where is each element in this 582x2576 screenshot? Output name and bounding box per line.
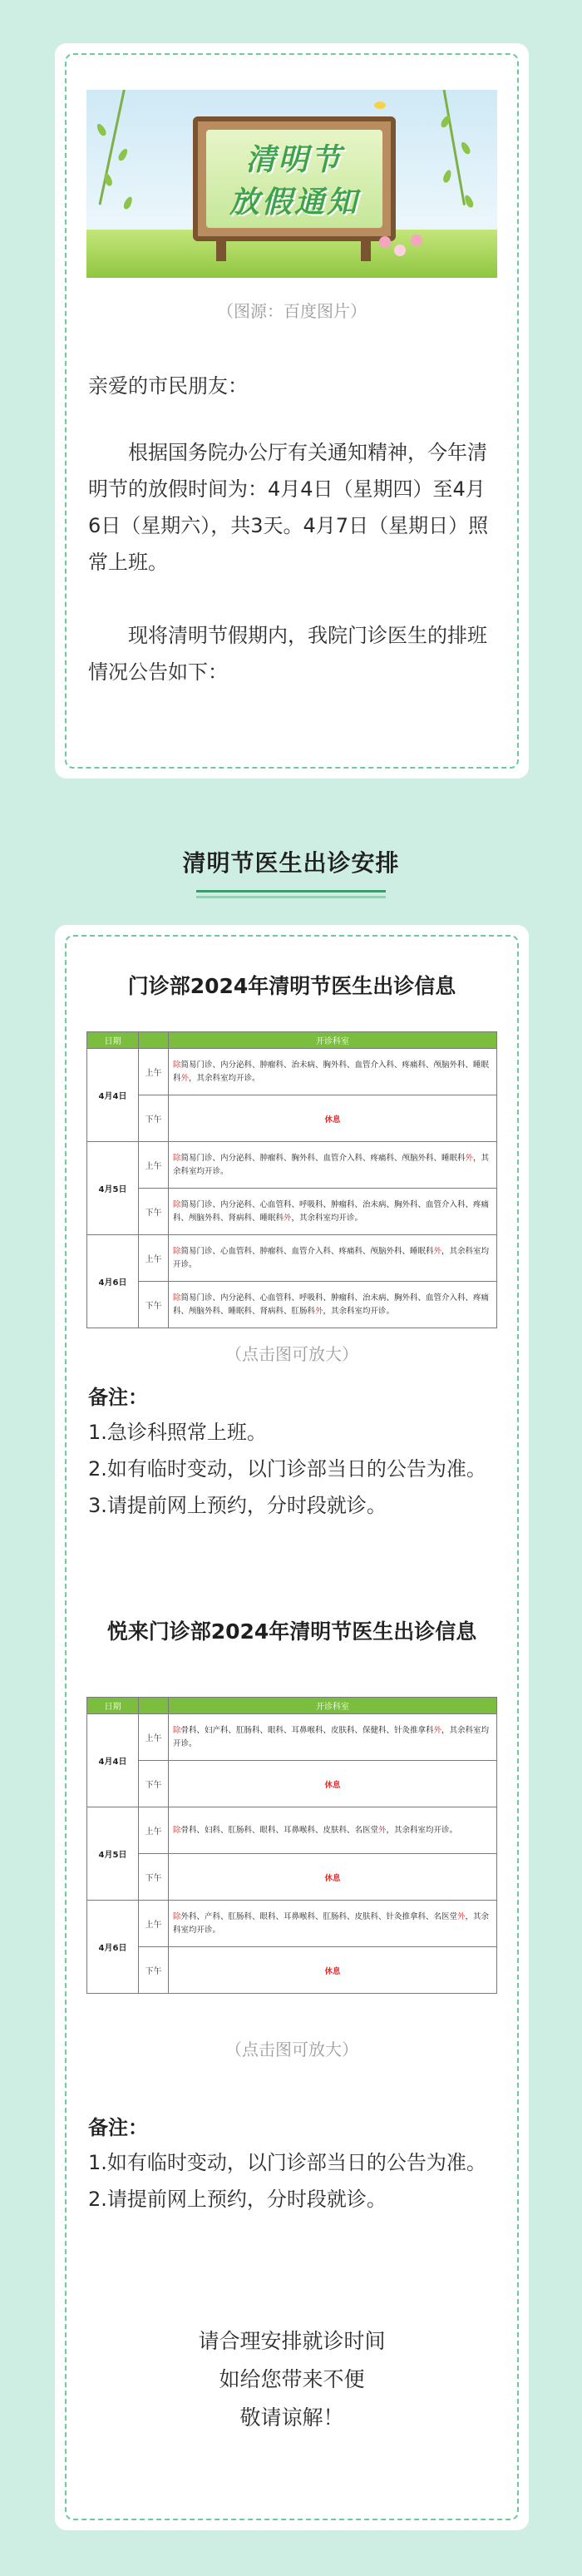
row-date: 4月5日 xyxy=(87,1807,139,1901)
flower-icon xyxy=(394,245,406,256)
notes1-title: 备注： xyxy=(88,1386,148,1409)
image-source-caption: （图源：百度图片） xyxy=(217,301,367,321)
greeting: 亲爱的市民朋友： xyxy=(88,374,248,398)
row-period: 下午 xyxy=(139,1947,169,1994)
row-rest: 休息 xyxy=(169,1947,497,1994)
note-item: 3.请提前网上预约，分时段就诊。 xyxy=(88,1494,387,1517)
banner-image[interactable] xyxy=(86,90,497,278)
schedule2-title: 悦来门诊部2024年清明节医生出诊信息 xyxy=(106,1619,477,1644)
header-dept: 开诊科室 xyxy=(169,1698,497,1714)
page-right-border xyxy=(554,0,582,2576)
row-period: 下午 xyxy=(139,1189,169,1235)
notice-paragraph-2: 现将清明节假期内，我院门诊医生的排班情况公告如下： xyxy=(88,624,487,684)
row-date: 4月4日 xyxy=(87,1714,139,1807)
section-underline-light xyxy=(196,896,386,898)
row-period: 上午 xyxy=(139,1807,169,1854)
banner-title-line1: 清明节 xyxy=(245,143,343,177)
row-departments: 除简易门诊、内分泌科、心血管科、呼吸科、肿瘤科、治未病、胸外科、血管介入科、疼痛科、颅脑外科、睡眠科、肾病科、肛肠科外，其余科室均开诊。 xyxy=(169,1282,497,1328)
note-item: 1.如有临时变动，以门诊部当日的公告为准。 xyxy=(88,2151,486,2174)
schedule-card xyxy=(55,925,529,2530)
row-rest: 休息 xyxy=(169,1854,497,1901)
table-row xyxy=(87,1189,497,1235)
notice-card xyxy=(55,43,529,779)
table-row xyxy=(87,1142,497,1189)
flower-icon xyxy=(379,236,391,248)
row-departments: 除外科、产科、肛肠科、眼科、耳鼻喉科、肛肠科、皮肤科、针灸推拿科、名医堂外，其余科室均开诊。 xyxy=(169,1901,497,1947)
notice-paragraph-1: 根据国务院办公厅有关通知精神，今年清明节的放假时间为：4月4日（星期四）至4月6日（星期六），共3天。4月7日（星期日）照常上班。 xyxy=(88,441,489,574)
row-period: 上午 xyxy=(139,1235,169,1282)
table-row xyxy=(87,1282,497,1328)
table-row xyxy=(87,1854,497,1901)
notes1-list xyxy=(88,1414,496,1524)
row-period: 下午 xyxy=(139,1282,169,1328)
zoom-hint-caption: （点击图可放大） xyxy=(225,1344,358,1364)
table-row xyxy=(87,1095,497,1142)
row-date: 4月6日 xyxy=(87,1901,139,1994)
row-departments: 除骨科、妇科、肛肠科、眼科、耳鼻喉科、皮肤科、名医堂外，其余科室均开诊。 xyxy=(169,1807,497,1854)
schedule1-table[interactable] xyxy=(86,1031,497,1328)
table-row xyxy=(87,1235,497,1282)
notes2-list xyxy=(88,2144,496,2218)
table-header-row xyxy=(87,1698,497,1714)
bird-icon xyxy=(374,101,386,109)
banner-title-line2: 放假通知 xyxy=(229,185,359,220)
note-item: 1.急诊科照常上班。 xyxy=(88,1421,267,1444)
header-date: 日期 xyxy=(87,1698,139,1714)
banner-sign xyxy=(193,116,396,241)
table-row xyxy=(87,1807,497,1854)
table-row xyxy=(87,1761,497,1807)
row-rest: 休息 xyxy=(169,1761,497,1807)
table-row xyxy=(87,1947,497,1994)
closing-line: 请合理安排就诊时间 xyxy=(198,2329,386,2353)
row-departments: 除骨科、妇产科、肛肠科、眼科、耳鼻喉科、皮肤科、保健科、针灸推拿科外，其余科室均开诊。 xyxy=(169,1714,497,1761)
row-period: 上午 xyxy=(139,1901,169,1947)
closing-line: 敬请谅解！ xyxy=(239,2405,344,2430)
row-departments: 除简易门诊、心血管科、肿瘤科、血管介入科、疼痛科、颅脑外科、睡眠科外，其余科室均开诊。 xyxy=(169,1235,497,1282)
row-period: 上午 xyxy=(139,1714,169,1761)
row-period: 下午 xyxy=(139,1095,169,1142)
header-date: 日期 xyxy=(87,1032,139,1049)
table-row xyxy=(87,1049,497,1095)
zoom-hint-caption: （点击图可放大） xyxy=(225,2040,358,2059)
table-row xyxy=(87,1901,497,1947)
row-departments: 除简易门诊、内分泌科、肿瘤科、治未病、胸外科、血管介入科、疼痛科、颅脑外科、睡眠科外，其余科室均开诊。 xyxy=(169,1049,497,1095)
page-left-border xyxy=(0,0,28,2576)
table-row xyxy=(87,1714,497,1761)
note-item: 2.如有临时变动，以门诊部当日的公告为准。 xyxy=(88,1457,486,1481)
table-header-row xyxy=(87,1032,497,1049)
row-departments: 除简易门诊、内分泌科、心血管科、呼吸科、肿瘤科、治未病、胸外科、血管介入科、疼痛科、颅脑外科、肾病科、睡眠科外，其余科室均开诊。 xyxy=(169,1189,497,1235)
header-dept: 开诊科室 xyxy=(169,1032,497,1049)
flower-icon xyxy=(411,235,422,246)
note-item: 2.请提前网上预约，分时段就诊。 xyxy=(88,2188,387,2211)
closing-message xyxy=(55,2322,529,2437)
row-date: 4月6日 xyxy=(87,1235,139,1328)
section-underline xyxy=(196,890,386,892)
row-rest: 休息 xyxy=(169,1095,497,1142)
row-period: 上午 xyxy=(139,1142,169,1189)
notes2-title: 备注： xyxy=(88,2116,148,2139)
row-period: 上午 xyxy=(139,1049,169,1095)
row-departments: 除简易门诊、内分泌科、肿瘤科、胸外科、血管介入科、疼痛科、颅脑外科、睡眠科外，其余科室均开诊。 xyxy=(169,1142,497,1189)
section-title: 清明节医生出诊安排 xyxy=(182,849,400,877)
row-period: 下午 xyxy=(139,1854,169,1901)
schedule2-table[interactable] xyxy=(86,1697,497,1994)
row-date: 4月5日 xyxy=(87,1142,139,1235)
row-period: 下午 xyxy=(139,1761,169,1807)
row-date: 4月4日 xyxy=(87,1049,139,1142)
closing-line: 如给您带来不便 xyxy=(219,2367,365,2391)
schedule1-title: 门诊部2024年清明节医生出诊信息 xyxy=(127,974,456,998)
